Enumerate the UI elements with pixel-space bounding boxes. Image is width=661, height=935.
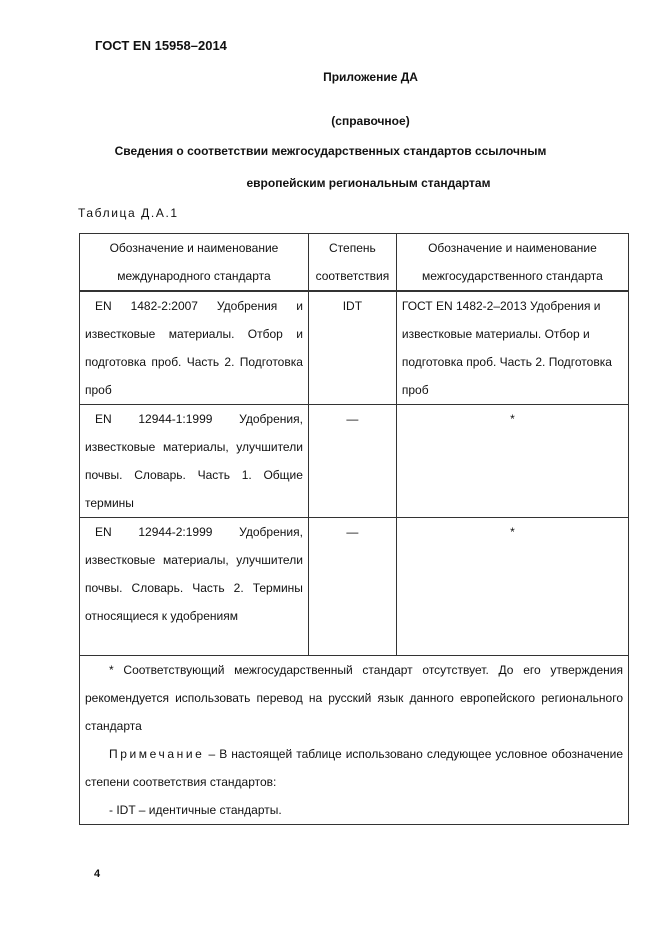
table-row	[80, 518, 629, 656]
table-notes-row	[80, 656, 629, 825]
international-standard-cell: EN 12944-2:1999 Удобрения, известковые материалы, улучшители почвы. Словарь. Часть 2. Термины относящиеся к удобрениям	[80, 518, 309, 656]
column-header-international: Обозначение и наименование международного стандарта	[80, 234, 309, 292]
footnote: * Соответствующий межгосударственный стандарт отсутствует. До его утверждения рекомендуется использовать перевод на русский язык данного европейского регионального стандарта	[85, 663, 623, 733]
heading-line-2: европейским региональным стандартам	[246, 176, 491, 190]
interstate-standard-cell: *	[396, 405, 628, 518]
document-code: ГОСТ EN 15958–2014	[95, 38, 227, 53]
interstate-standard-cell: ГОСТ EN 1482-2–2013 Удобрения и известковые материалы. Отбор и подготовка проб. Часть 2. Подготовка проб	[396, 291, 628, 405]
interstate-standard-cell: *	[396, 518, 628, 656]
appendix-note: (справочное)	[331, 114, 410, 128]
international-standard-cell: EN 1482-2:2007 Удобрения и известковые материалы. Отбор и подготовка проб. Часть 2. Подготовка проб	[80, 291, 309, 405]
column-header-interstate: Обозначение и наименование межгосударственного стандарта	[396, 234, 628, 292]
appendix-title: Приложение ДА	[323, 70, 418, 84]
note-list-item: - IDT – идентичные стандарты.	[109, 803, 282, 817]
degree-cell: —	[308, 405, 396, 518]
table-notes	[80, 656, 629, 825]
international-standard-cell: EN 12944-1:1999 Удобрения, известковые материалы, улучшители почвы. Словарь. Часть 1. Общие термины	[80, 405, 309, 518]
heading-line-1: Сведения о соответствии межгосударственных стандартов ссылочным	[114, 144, 547, 158]
degree-cell: —	[308, 518, 396, 656]
note: Примечание – В настоящей таблице использовано следующее условное обозначение степени соответствия стандартов:	[85, 747, 623, 789]
note-label: Примечание	[109, 747, 205, 761]
table-caption: Таблица Д.А.1	[78, 206, 179, 220]
page-number: 4	[94, 868, 101, 880]
column-header-degree: Степень соответствия	[308, 234, 396, 292]
table-row	[80, 405, 629, 518]
correspondence-table	[79, 233, 629, 825]
table-header-row	[80, 234, 629, 292]
table-row	[80, 291, 629, 405]
degree-cell: IDT	[308, 291, 396, 405]
